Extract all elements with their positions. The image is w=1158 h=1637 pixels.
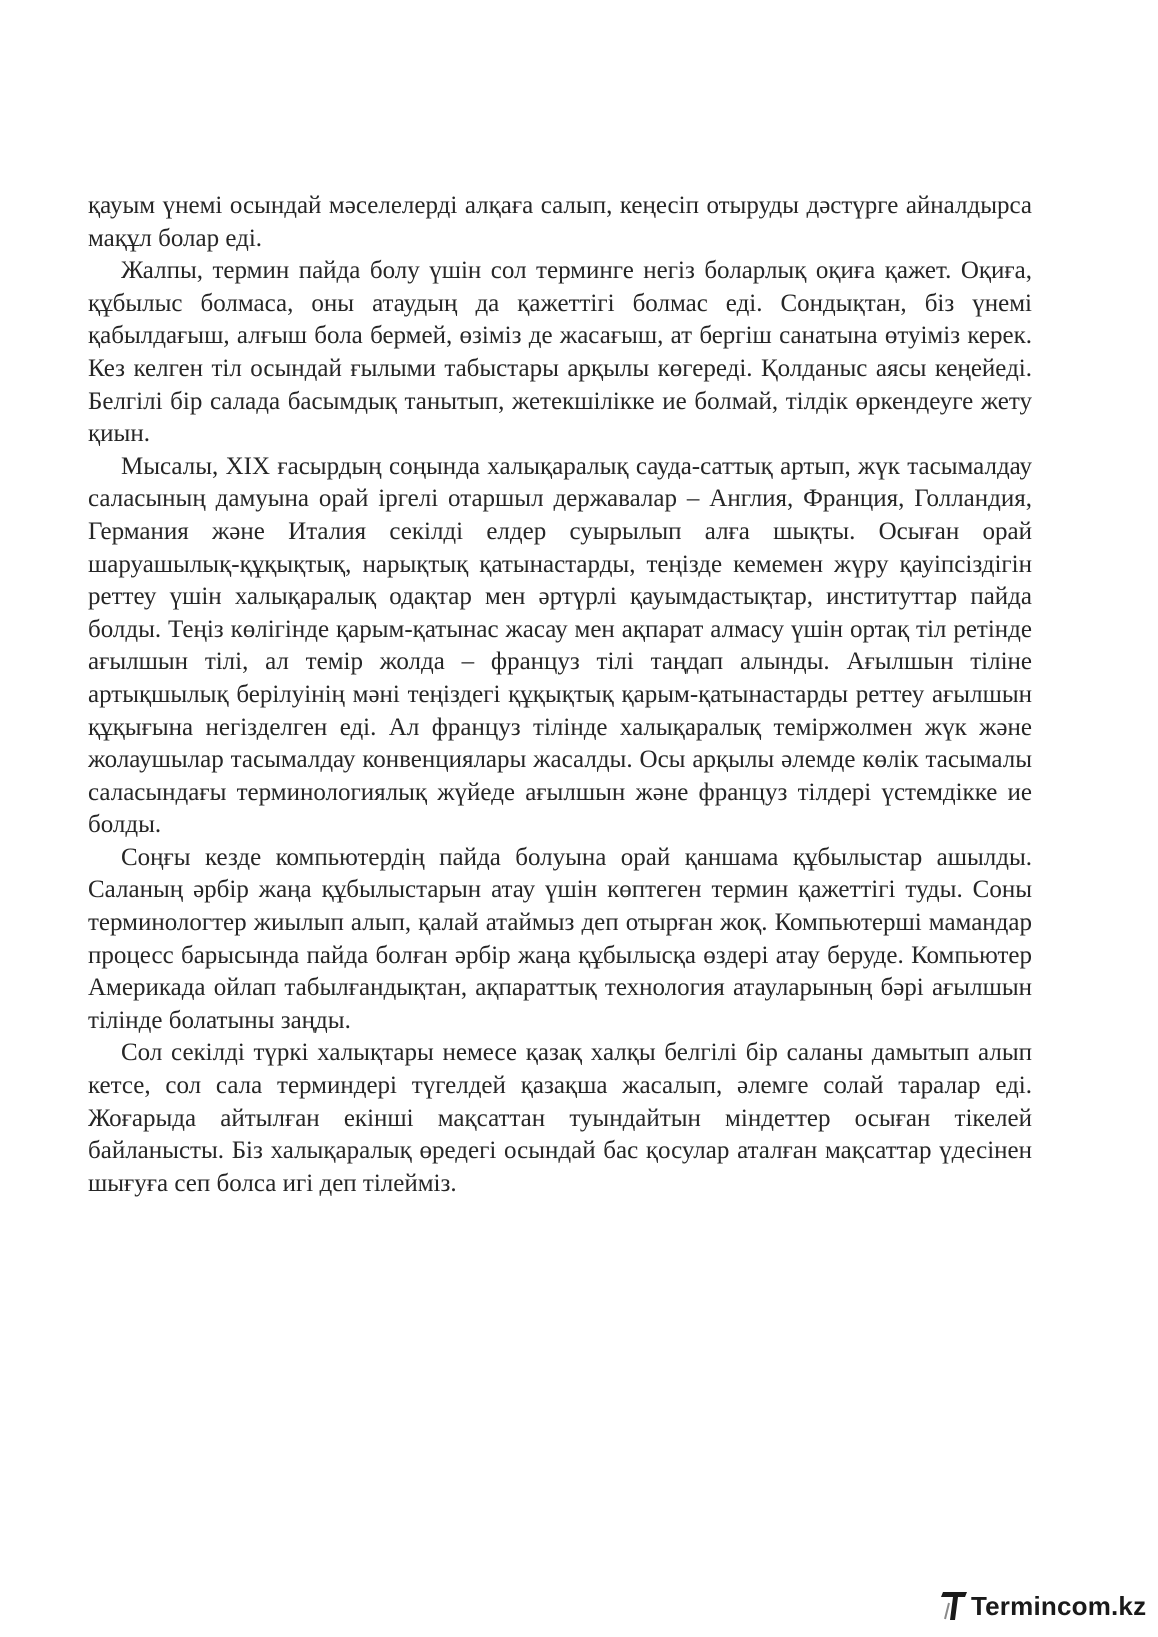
paragraph: Сол секілді түркі халықтары немесе қазақ халқы белгілі бір саланы дамытып алып кетсе, сол сала терминдері түгелдей қазақша жасалып, әлемге солай таралар еді. Жоғарыда айтылған екінші мақсаттан туындайтын міндеттер осыған тікелей байланысты. Біз халықаралық өредегі осындай бас қосулар аталған мақсаттар үдесінен шығуға сеп болса игі деп тілейміз. xyxy=(88,1039,1032,1197)
site-watermark xyxy=(940,1588,1146,1624)
document-body xyxy=(88,190,1032,1200)
paragraph: Жалпы, термин пайда болу үшін сол терминге негіз боларлық оқиға қажет. Оқиға, құбылыс болмаса, оны атаудың да қажеттігі болмас еді. Сондықтан, біз үнемі қабылдағыш, алғыш бола бермей, өзіміз де жасағыш, ат бергіш санатына өтуіміз керек. Кез келген тіл осындай ғылыми табыстары арқылы көгереді. Қолданыс аясы кеңейеді. Белгілі бір салада басымдық танытып, жетекшілікке ие болмай, тілдік өркендеуге жету қиын. xyxy=(88,257,1032,448)
termincom-logo-icon xyxy=(940,1589,970,1623)
paragraph: Соңғы кезде компьютердің пайда болуына орай қаншама құбылыстар ашылды. Саланың әрбір жаңа құбылыстарын атау үшін көптеген термин қажеттігі туды. Соны терминологтер жиылып алып, қалай атаймыз деп отырған жоқ. Компьютерші мамандар процесс барысында пайда болған әрбір жаңа құбылысқа өздері атау беруде. Компьютер Америкада ойлап табылғандықтан, ақпараттық технология атауларының бәрі ағылшын тілінде болатыны заңды. xyxy=(88,843,1032,1034)
paragraph: Мысалы, ХІХ ғасырдың соңында халықаралық сауда-саттық артып, жүк тасымалдау саласының дамуына орай іргелі отаршыл державалар – Англия, Франция, Голландия, Германия және Италия секілді елдер суырылып алға шықты. Осыған орай шаруашылық-құқықтық, нарықтық қатынастарды, теңізде кемемен жүру қауіпсіздігін реттеу үшін халықаралық одақтар мен әртүрлі қауымдастықтар, институттар пайда болды. Теңіз көлігінде қарым-қатынас жасау мен ақпарат алмасу үшін ортақ тіл ретінде ағылшын тілі, ал темір жолда – француз тілі таңдап алынды. Ағылшын тіліне артықшылық берілуінің мәні теңіздегі құқықтық қарым-қатынастарды реттеу ағылшын құқығына негізделген еді. Ал француз тілінде халықаралық теміржолмен жүк және жолаушылар тасымалдау конвенциялары жасалды. Осы арқылы әлемде көлік тасымалы саласындағы терминологиялық жүйеде ағылшын және француз тілдері үстемдікке ие болды. xyxy=(88,452,1032,839)
watermark-text: Termincom.kz xyxy=(971,1590,1147,1621)
paragraph-continuation: қауым үнемі осындай мәселелерді алқаға салып, кеңесіп отыруды дәстүрге айналдырса мақұл болар еді. xyxy=(88,192,1032,252)
